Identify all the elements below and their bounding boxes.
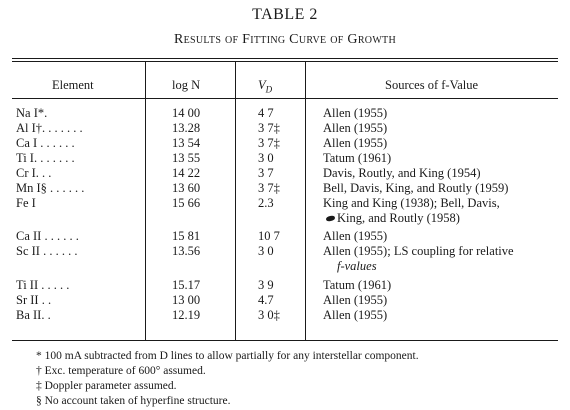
cell-element: Mn I§ . . . . . .	[16, 181, 85, 195]
cell-source: King, and Routly (1958)	[337, 211, 460, 225]
cell-element: Ba II. .	[16, 308, 51, 322]
cell-vd: 4 7	[258, 106, 274, 120]
cell-source: Allen (1955)	[323, 121, 388, 135]
cell-vd: 3 0	[258, 244, 274, 258]
cell-element: Sr II . .	[16, 293, 52, 307]
top-double-rule-1	[12, 58, 558, 59]
header-vd-sub: D	[265, 84, 273, 95]
cell-element: Ti II . . . . .	[16, 278, 70, 292]
column-divider-2	[235, 61, 236, 340]
header-source: Sources of f-Value	[385, 78, 479, 92]
cell-source: Allen (1955)	[323, 229, 388, 243]
cell-source: Allen (1955)	[323, 293, 388, 307]
header-logn-text: log N	[172, 78, 201, 92]
cell-vd: 3 7‡	[258, 136, 280, 150]
header-element: Element	[52, 78, 94, 92]
cell-vd: 4.7	[258, 293, 274, 307]
column-divider-1	[145, 61, 146, 340]
cell-logn: 13 60	[172, 181, 201, 195]
cell-vd: 3 0‡	[258, 308, 280, 322]
cell-source: Allen (1955)	[323, 308, 388, 322]
cell-vd: 10 7	[258, 229, 280, 243]
cell-source: Tatum (1961)	[323, 151, 392, 165]
cell-vd: 3 0	[258, 151, 274, 165]
ink-blot-icon	[326, 215, 336, 221]
top-double-rule-2	[12, 61, 558, 62]
cell-logn: 12.19	[172, 308, 201, 322]
footnote: † Exc. temperature of 600° assumed.	[36, 365, 206, 377]
cell-logn: 15 81	[172, 229, 201, 243]
footnote: § No account taken of hyperfine structure.	[36, 395, 231, 407]
cell-logn: 14 22	[172, 166, 201, 180]
cell-element: Na I*.	[16, 106, 48, 120]
cell-source: Tatum (1961)	[323, 278, 392, 292]
cell-element: Al I†. . . . . . .	[16, 121, 83, 135]
cell-logn: 13.28	[172, 121, 201, 135]
cell-vd: 2.3	[258, 196, 274, 210]
cell-element: Sc II . . . . . .	[16, 244, 78, 258]
cell-source: f-values	[337, 259, 377, 273]
cell-logn: 13 55	[172, 151, 201, 165]
cell-element: Ca II . . . . . .	[16, 229, 79, 243]
footnote: ‡ Doppler parameter assumed.	[36, 380, 177, 392]
cell-logn: 14 00	[172, 106, 201, 120]
header-vd-text: V	[258, 78, 266, 92]
bottom-rule	[12, 340, 558, 341]
cell-source: Allen (1955)	[323, 136, 388, 150]
table-subtitle: Results of Fitting Curve of Growth	[174, 32, 396, 47]
footnote: * 100 mA subtracted from D lines to allow partially for any interstellar component.	[36, 350, 419, 362]
column-divider-3	[305, 61, 306, 340]
cell-logn: 15.17	[172, 278, 201, 292]
cell-logn: 13.56	[172, 244, 201, 258]
cell-source: King and King (1938); Bell, Davis,	[323, 196, 500, 210]
cell-logn: 15 66	[172, 196, 201, 210]
cell-element: Fe I	[16, 196, 36, 210]
header-rule	[12, 98, 558, 99]
cell-source: Allen (1955); LS coupling for relative	[323, 244, 514, 258]
cell-vd: 3 7‡	[258, 181, 280, 195]
cell-element: Ca I . . . . . .	[16, 136, 75, 150]
header-logn	[172, 78, 200, 93]
cell-source: Allen (1955)	[323, 106, 388, 120]
cell-vd: 3 9	[258, 278, 274, 292]
table-title: TABLE 2	[252, 6, 318, 23]
cell-element: Cr I. . .	[16, 166, 52, 180]
cell-source: Davis, Routly, and King (1954)	[323, 166, 481, 180]
cell-vd: 3 7	[258, 166, 274, 180]
cell-logn: 13 00	[172, 293, 201, 307]
cell-source: Bell, Davis, King, and Routly (1959)	[323, 181, 509, 195]
cell-element: Ti I. . . . . . .	[16, 151, 75, 165]
cell-logn: 13 54	[172, 136, 201, 150]
header-vd	[258, 78, 272, 95]
cell-vd: 3 7‡	[258, 121, 280, 135]
